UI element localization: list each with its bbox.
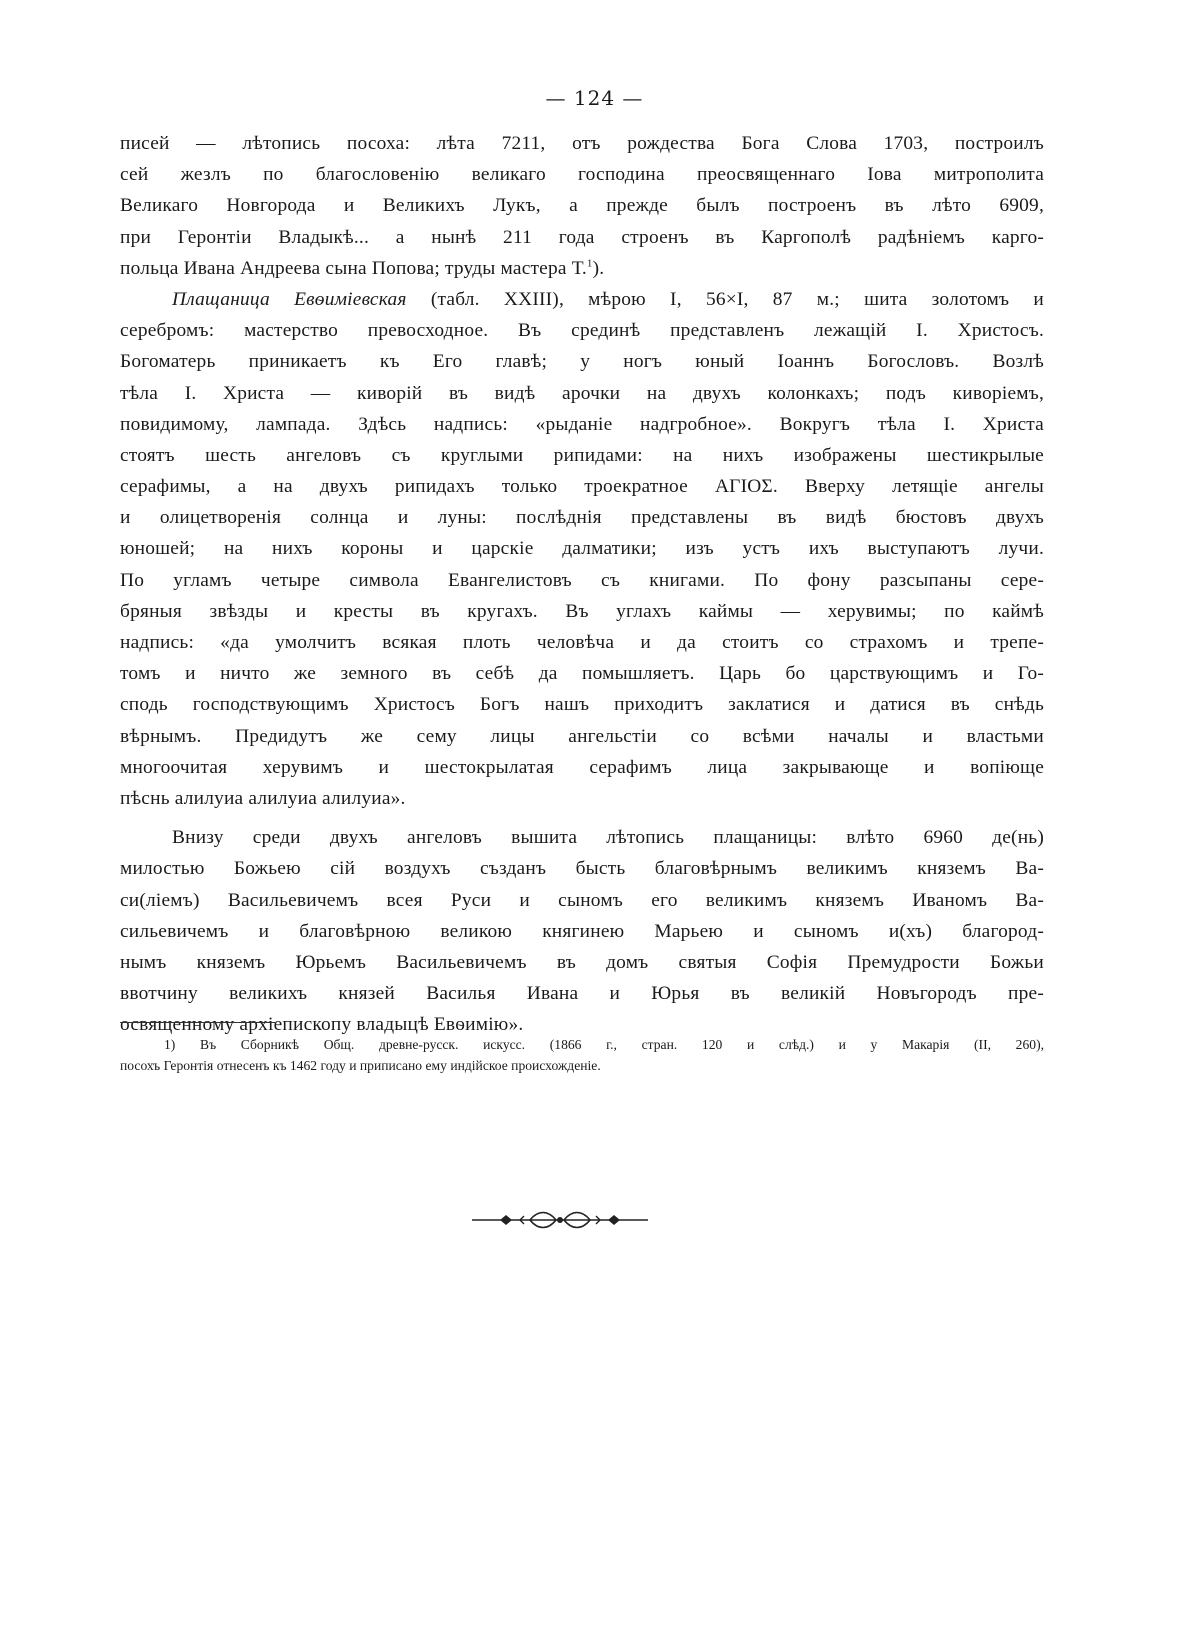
text-line: бряныя звѣзды и кресты въ кругахъ. Въ углахъ каймы — херувимы; по каймѣ bbox=[120, 600, 1044, 622]
text-line: Богоматерь приникаетъ къ Его главѣ; у ногъ юный Іоаннъ Богословъ. Возлѣ bbox=[120, 351, 1044, 373]
footnote-marker: 1) bbox=[164, 1037, 176, 1052]
text-line: многоочитая херувимъ и шестокрылатая серафимъ лица закрывающе и вопіюще bbox=[120, 756, 1044, 778]
text-line: вѣрнымъ. Предидутъ же сему лицы ангельстіи со всѣми началы и властьми bbox=[120, 725, 1044, 747]
paragraph-1 bbox=[120, 128, 1044, 284]
footnote-divider bbox=[120, 1022, 275, 1023]
text-line: освященному архіепископу владыцѣ Евѳимію». bbox=[120, 1014, 524, 1036]
text-segment: Въ Сборникѣ Общ. древне-русск. искусс. (1866 г., стран. 120 и слѣд.) и у Макарія (II, 260), bbox=[200, 1037, 1044, 1052]
text-line: томъ и ничто же земного въ себѣ да помышляетъ. Царь бо царствующимъ и Го- bbox=[120, 663, 1044, 685]
text-segment: (табл. XXIII), мѣрою I, 56×I, 87 м.; шита золотомъ и bbox=[406, 288, 1044, 310]
footnote bbox=[120, 1034, 1044, 1076]
text-line: По угламъ четыре символа Евангелистовъ съ книгами. По фону разсыпаны сере- bbox=[120, 569, 1044, 591]
text-line: серафимы, а на двухъ рипидахъ только троекратное ΑΓΙΟΣ. Вверху летящіе ангелы bbox=[120, 476, 1044, 498]
footnote-reference: 1 bbox=[586, 257, 593, 270]
text-line: юношей; на нихъ короны и царскіе далматики; изъ устъ ихъ выступаютъ лучи. bbox=[120, 538, 1044, 560]
text-line: писей — лѣтопись посоха: лѣта 7211, отъ рождества Бога Слова 1703, построилъ bbox=[120, 133, 1044, 154]
text-line: стоятъ шесть ангеловъ съ круглыми рипидами: на нихъ изображены шестикрылые bbox=[120, 444, 1044, 466]
paragraph-2 bbox=[120, 284, 1044, 814]
text-line: при Геронтіи Владыкѣ... а нынѣ 211 года строенъ въ Каргополѣ радѣніемъ карго- bbox=[120, 226, 1044, 248]
text-segment: польца Ивана Андреева сына Попова; труды мастера Т. bbox=[120, 257, 587, 279]
text-line: тѣла І. Христа — киворій въ видѣ арочки на двухъ колонкахъ; подъ киворіемъ, bbox=[120, 382, 1044, 404]
text-line: надпись: «да умолчитъ всякая плоть человѣча и да стоитъ со страхомъ и трепе- bbox=[120, 632, 1044, 653]
text-line: сподь господствующимъ Христосъ Богъ нашъ приходитъ заклатися и датися въ снѣдь bbox=[120, 694, 1044, 716]
text-line: Внизу среди двухъ ангеловъ вышита лѣтопись плащаницы: влѣто 6960 де(нь) bbox=[172, 827, 1044, 849]
text-line: повидимому, лампада. Здѣсь надпись: «рыданіе надгробное». Вокругъ тѣла І. Христа bbox=[120, 413, 1044, 435]
text-line: Великаго Новгорода и Великихъ Лукъ, а прежде былъ построенъ въ лѣто 6909, bbox=[120, 195, 1044, 217]
text-segment: ). bbox=[592, 257, 605, 279]
page-number: — 124 — bbox=[545, 86, 644, 110]
text-line: ввотчину великихъ князей Василья Ивана и Юрья въ великій Новъгородъ пре- bbox=[120, 983, 1044, 1005]
paragraph-gap bbox=[120, 814, 1044, 822]
paragraph-3 bbox=[120, 822, 1044, 1040]
footnote-line bbox=[120, 1034, 1044, 1055]
tailpiece-ornament-icon bbox=[470, 1210, 650, 1230]
text-line: сей жезлъ по благословенію великаго господина преосвященнаго Іова митрополита bbox=[120, 164, 1044, 186]
text-line: и олицетворенія солнца и луны: послѣднія представлены въ видѣ бюстовъ двухъ bbox=[120, 507, 1044, 529]
text-line bbox=[120, 284, 1044, 315]
text-line: милостью Божьею сій воздухъ създанъ бысть благовѣрнымъ великимъ княземъ Ва- bbox=[120, 858, 1044, 880]
main-text bbox=[120, 128, 1044, 1040]
object-title: Плащаница Евѳиміевская bbox=[172, 288, 407, 310]
text-line: сильевичемъ и благовѣрною великою княгинею Марьею и сыномъ и(хъ) благород- bbox=[120, 920, 1044, 942]
text-line: нымъ княземъ Юрьемъ Васильевичемъ въ домъ святыя Софія Премудрости Божьи bbox=[120, 951, 1044, 973]
text-line: серебромъ: мастерство превосходное. Въ срединѣ представленъ лежащій І. Христосъ. bbox=[120, 320, 1044, 342]
text-line: си(ліемъ) Васильевичемъ всея Руси и сыномъ его великимъ княземъ Иваномъ Ва- bbox=[120, 889, 1044, 911]
text-line bbox=[120, 253, 1044, 284]
text-line: пѣснь алилуиа алилуиа алилуиа». bbox=[120, 787, 406, 809]
footnote-line: посохъ Геронтія отнесенъ къ 1462 году и приписано ему индійское происхожденіе. bbox=[120, 1058, 601, 1073]
